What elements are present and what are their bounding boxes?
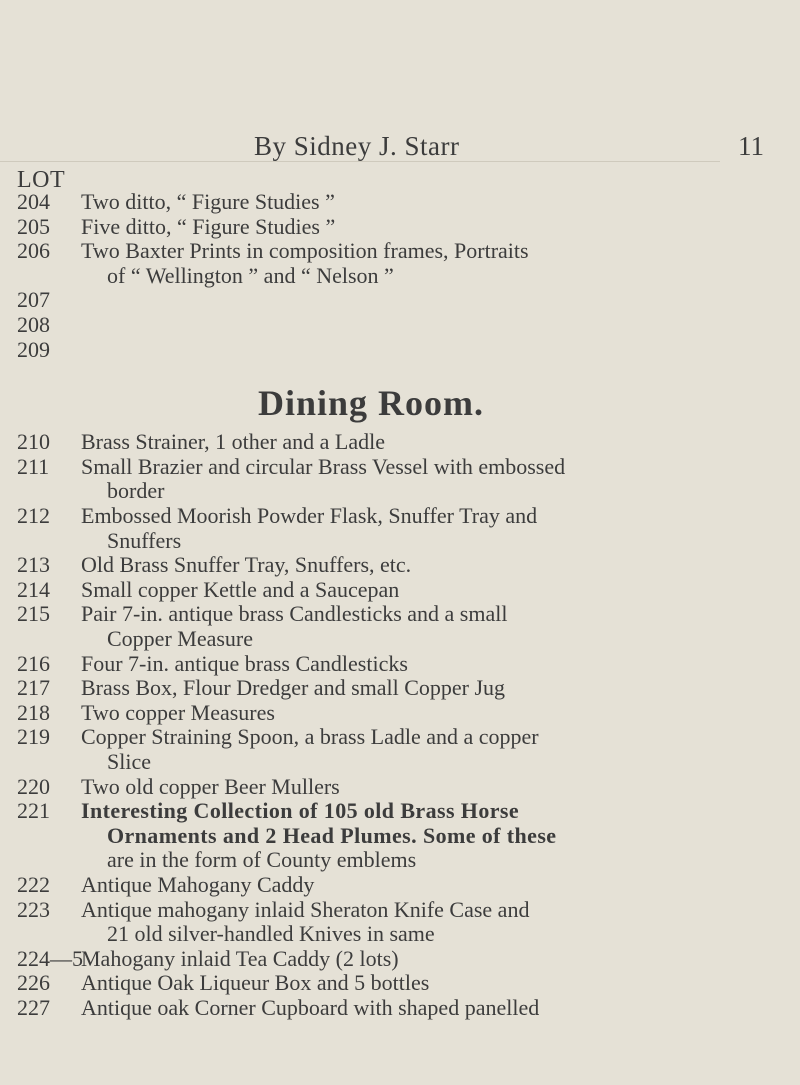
lot-number: 211 [17,453,50,479]
lot-description: Four 7-in. antique brass Candlesticks [81,650,408,676]
lot-description: Small copper Kettle and a Saucepan [81,576,400,602]
lot-description: Two old copper Beer Mullers [81,773,340,799]
lot-description-continuation: border [107,478,165,504]
lot-number: 217 [17,675,50,701]
lot-description-continuation: Ornaments and 2 Head Plumes. Some of these [107,822,557,848]
lot-number: 216 [17,650,50,676]
lot-description [81,898,788,947]
lot-number: 209 [17,336,50,362]
lot-number: 208 [17,312,50,337]
lot-number: 227 [17,995,50,1020]
running-head [0,131,800,161]
lot-number: 215 [17,601,50,627]
lot-description [81,239,788,288]
lot-description-continuation: Copper Measure [107,625,254,651]
lot-description: Antique Mahogany Caddy [81,872,315,897]
lot-description-continuation: of “ Wellington ” and “ Nelson ” [107,262,394,288]
lot-number: 205 [17,213,50,239]
lot-description: Five ditto, “ Figure Studies ” [81,213,336,239]
lot-description-line: Small Brazier and circular Brass Vessel with embossed [81,453,566,479]
lot-description-continuation: Slice [107,748,151,774]
lot-description-continuation: Snuffers [107,527,182,553]
lot-description-continuation: are in the form of County emblems [107,847,417,873]
lot-number: 221 [17,798,50,824]
lot-description: Mahogany inlaid Tea Caddy (2 lots) [81,945,399,971]
lot-number: 204 [17,189,50,214]
lot-description: Old Brass Snuffer Tray, Snuffers, etc. [81,552,412,578]
lot-description-line: Interesting Collection of 105 old Brass Horse [81,798,520,824]
section-heading: Dining Room. [258,383,485,424]
lot-number: 207 [17,287,50,313]
lot-number: 212 [17,503,50,528]
lot-number: 218 [17,699,50,725]
lot-number: 224—5 [17,945,83,971]
lot-description [81,455,788,504]
lot-number: 213 [17,552,50,578]
running-head-title: By Sidney J. Starr [254,131,460,161]
lot-description-continuation: 21 old silver-handled Knives in same [107,921,435,947]
lot-description-line: Pair 7-in. antique brass Candlesticks and a small [81,601,508,627]
lot-description-line: Copper Straining Spoon, a brass Ladle and a copper [81,724,539,750]
lot-column-label: LOT [17,167,66,193]
lot-description [81,725,788,774]
lot-description: Brass Strainer, 1 other and a Ladle [81,429,385,455]
lot-description-line: Antique mahogany inlaid Sheraton Knife Case and [81,896,530,922]
lot-number: 226 [17,970,50,996]
lot-number: 220 [17,773,50,799]
lot-description: Antique Oak Liqueur Box and 5 bottles [81,970,430,996]
lot-description: Two ditto, “ Figure Studies ” [81,189,335,214]
lot-description: Two copper Measures [81,699,275,725]
lot-number: 222 [17,872,50,897]
lot-number: 219 [17,724,50,750]
lot-description-line: Two Baxter Prints in composition frames, Portraits [81,238,529,264]
lot-description [81,799,788,873]
lot-description [81,504,788,553]
page-number: 11 [738,131,764,161]
lot-description: Antique oak Corner Cupboard with shaped panelled [81,995,540,1020]
header-rule [0,161,720,162]
lot-number: 214 [17,576,50,602]
lot-description: Brass Box, Flour Dredger and small Copper Jug [81,675,506,701]
lot-description-line: Embossed Moorish Powder Flask, Snuffer Tray and [81,503,538,528]
lot-description [81,602,788,651]
lot-number: 210 [17,429,50,455]
lot-number: 206 [17,238,50,264]
lot-number: 223 [17,896,50,922]
